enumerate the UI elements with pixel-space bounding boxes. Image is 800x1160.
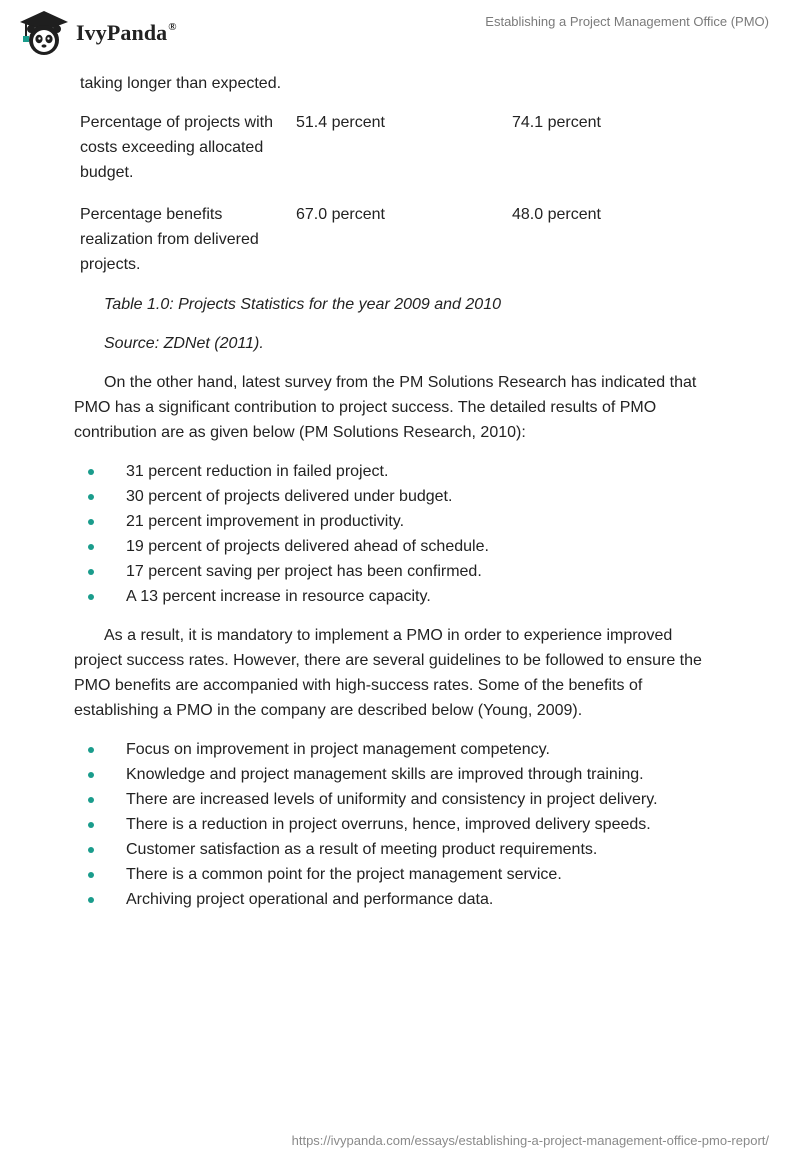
table-source: Source: ZDNet (2011). bbox=[104, 335, 264, 352]
table-cell bbox=[512, 70, 601, 110]
list-item: Customer satisfaction as a result of meeting product requirements. bbox=[74, 837, 724, 862]
ivypanda-logo[interactable] bbox=[14, 8, 204, 58]
table-cell: 74.1 percent bbox=[512, 114, 601, 131]
table-cell: Percentage benefits realization from delivered projects. bbox=[80, 206, 259, 273]
bullet-icon bbox=[88, 594, 94, 600]
list-item: Knowledge and project management skills are improved through training. bbox=[74, 762, 724, 787]
table-row bbox=[80, 202, 601, 277]
table-cell: taking longer than expected. bbox=[80, 75, 282, 92]
list-item: There is a reduction in project overruns, hence, improved delivery speeds. bbox=[74, 812, 724, 837]
list-item: 19 percent of projects delivered ahead of schedule. bbox=[74, 534, 724, 559]
table-cell: Percentage of projects with costs exceeding allocated budget. bbox=[80, 114, 273, 181]
list-item: Archiving project operational and performance data. bbox=[74, 887, 724, 912]
document-title: Establishing a Project Management Office (PMO) bbox=[485, 14, 769, 29]
table-cell: 67.0 percent bbox=[296, 206, 385, 223]
page-header bbox=[0, 0, 800, 68]
document-body bbox=[74, 70, 724, 912]
list-item: A 13 percent increase in resource capacity. bbox=[74, 584, 724, 609]
list-item: 30 percent of projects delivered under budget. bbox=[74, 484, 724, 509]
bullet-icon bbox=[88, 494, 94, 500]
list-item: 31 percent reduction in failed project. bbox=[74, 459, 724, 484]
bullet-icon bbox=[88, 897, 94, 903]
bullet-icon bbox=[88, 469, 94, 475]
bullet-icon bbox=[88, 519, 94, 525]
table-cell: 51.4 percent bbox=[296, 114, 385, 131]
bullet-icon bbox=[88, 747, 94, 753]
bullet-icon bbox=[88, 544, 94, 550]
bullet-icon bbox=[88, 569, 94, 575]
table-cell: 48.0 percent bbox=[512, 206, 601, 223]
paragraph: As a result, it is mandatory to implement a PMO in order to experience improved project success rates. However, there are several guidelines to be followed to ensure the PMO benefits are accompanied with high-success rates. Some of the benefits of establishing a PMO in the company are described below (Young, 2009). bbox=[74, 627, 702, 719]
table-row bbox=[80, 70, 601, 110]
bullet-icon bbox=[88, 822, 94, 828]
source-url[interactable]: https://ivypanda.com/essays/establishing-a-project-management-office-pmo-report/ bbox=[291, 1133, 769, 1148]
paragraph: On the other hand, latest survey from the PM Solutions Research has indicated that PMO has a significant contribution to project success. The detailed results of PMO contribution are as given below (PM Solutions Research, 2010): bbox=[74, 374, 697, 441]
list-item: 17 percent saving per project has been confirmed. bbox=[74, 559, 724, 584]
list-item: Focus on improvement in project management competency. bbox=[74, 737, 724, 762]
list-item: There are increased levels of uniformity and consistency in project delivery. bbox=[74, 787, 724, 812]
bullet-icon bbox=[88, 872, 94, 878]
bullet-list bbox=[74, 459, 724, 609]
bullet-icon bbox=[88, 797, 94, 803]
bullet-list bbox=[74, 737, 724, 912]
brand-name: IvyPanda® bbox=[76, 20, 177, 45]
statistics-table bbox=[80, 70, 601, 277]
bullet-icon bbox=[88, 847, 94, 853]
list-item: 21 percent improvement in productivity. bbox=[74, 509, 724, 534]
table-cell bbox=[296, 70, 512, 110]
bullet-icon bbox=[88, 772, 94, 778]
table-caption: Table 1.0: Projects Statistics for the year 2009 and 2010 bbox=[104, 296, 501, 313]
panda-graduate-icon bbox=[14, 8, 74, 58]
list-item: There is a common point for the project management service. bbox=[74, 862, 724, 887]
table-row bbox=[80, 110, 601, 202]
